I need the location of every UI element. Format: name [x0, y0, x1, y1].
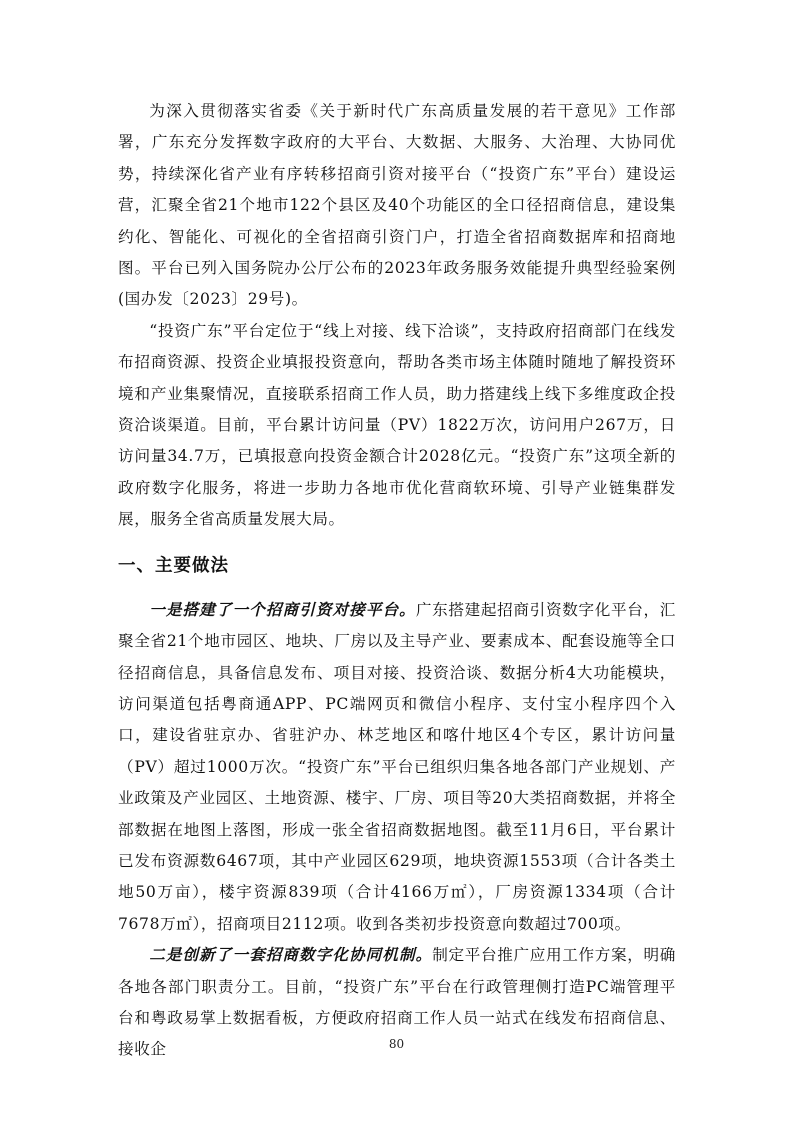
measure-lead: 二是创新了一套招商数字化协同机制。 — [149, 946, 433, 965]
page-number: 80 — [388, 1037, 405, 1051]
intro-paragraph: 为深入贯彻落实省委《关于新时代广东高质量发展的若干意见》工作部署，广东充分发挥数字政府的大平台、大数据、大服务、大治理、大协同优势，持续深化省产业有序转移招商引资对接平台（“投资广东”平台）建设运营，汇聚全省21个地市122个县区及40个功能区的全口径招商信息，建设集约化、智能化、可视化的全省招商引资门户，打造全省招商数据库和招商地图。平台已列入国务院办公厅公布的2023年政务服务效能提升典型经验案例(国办发〔2023〕29号)。 — [118, 102, 676, 309]
measure-body: 制定平台推广应用工作方案，明确各地各部门职责分工。目前，“投资广东”平台在行政管理侧打造PC端管理平台和粤政易掌上数据看板，方便政府招商工作人员一站式在线发布招商信息、接收企 — [118, 946, 676, 1059]
intro-paragraph: “投资广东”平台定位于“线上对接、线下洽谈”，支持政府招商部门在线发布招商资源、投资企业填报投资意向，帮助各类市场主体随时随地了解投资环境和产业集聚情况，直接联系招商工作人员，助力搭建线上线下多维度政企投资洽谈渠道。目前，平台累计访问量（PV）1822万次，访问用户267万，日访问量34.7万，已填报意向投资金额合计2028亿元。“投资广东”这项全新的政府数字化服务，将进一步助力各地市优化营商软环境、引导产业链集群发展，服务全省高质量发展大局。 — [118, 321, 676, 529]
page-body — [118, 96, 676, 1066]
measure-lead: 一是搭建了一个招商引资对接平台。 — [149, 600, 416, 619]
section-heading: 一、主要做法 — [118, 555, 229, 576]
measure-paragraph — [118, 595, 676, 940]
measure-body: 广东搭建起招商引资数字化平台，汇聚全省21个地市园区、地块、厂房以及主导产业、要素成本、配套设施等全口径招商信息，具备信息发布、项目对接、投资洽谈、数据分析4大功能模块，访问渠道包括粤商通APP、PC端网页和微信小程序、支付宝小程序四个入口，建设省驻京办、省驻沪办、林芝地区和喀什地区4个专区，累计访问量（PV）超过1000万次。“投资广东”平台已组织归集各地各部门产业规划、产业政策及产业园区、土地资源、楼宇、厂房、项目等20大类招商数据，并将全部数据在地图上落图，形成一张全省招商数据地图。截至11月6日，平台累计已发布资源数6467项，其中产业园区629项，地块资源1553项（合计各类土地50万亩），楼宇资源839项（合计4166万㎡），厂房资源1334项（合计7678万㎡），招商项目2112项。收到各类初步投资意向数超过700项。 — [118, 600, 676, 933]
